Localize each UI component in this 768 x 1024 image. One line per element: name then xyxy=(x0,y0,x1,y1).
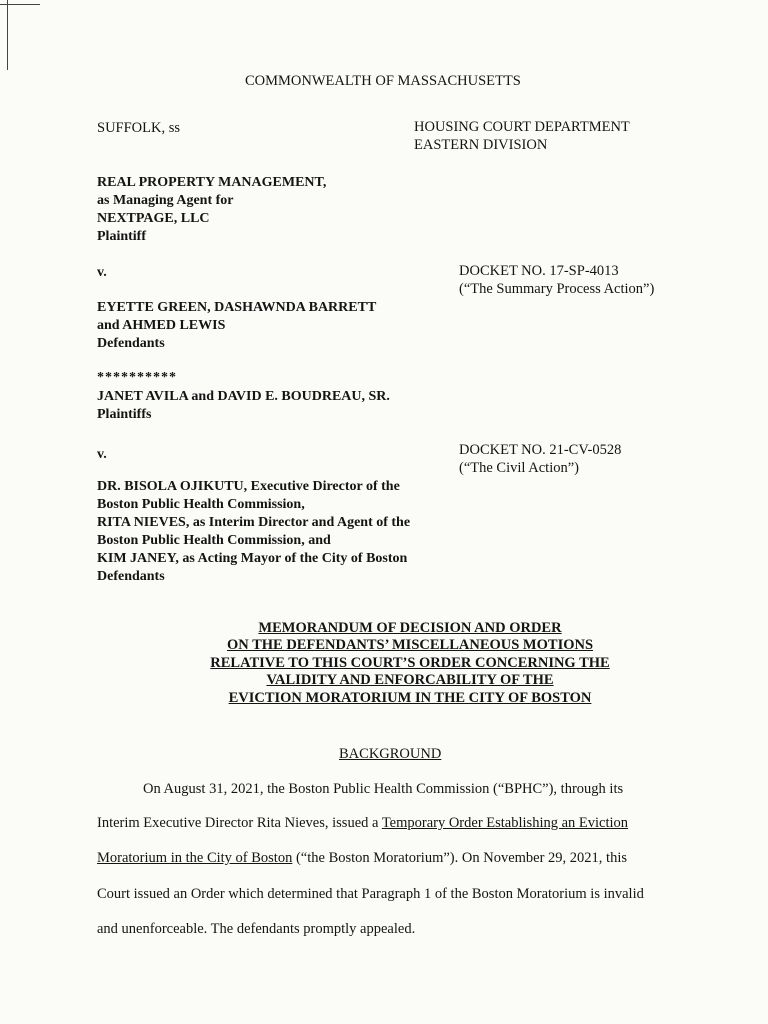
county-label: SUFFOLK, ss xyxy=(97,120,180,136)
order-title-underlined: Moratorium in the City of Boston xyxy=(97,850,293,866)
commonwealth-heading: COMMONWEALTH OF MASSACHUSETTS xyxy=(245,73,521,89)
body-line xyxy=(97,850,627,867)
case1-defendant-line: EYETTE GREEN, DASHAWNDA BARRETT xyxy=(97,300,377,315)
body-text: (“the Boston Moratorium”). On November 29, 2021, this xyxy=(292,850,627,866)
body-line xyxy=(97,815,628,832)
case2-defendant-line: DR. BISOLA OJIKUTU, Executive Director of the xyxy=(97,479,400,494)
body-line xyxy=(97,921,415,938)
memorandum-title-line: MEMORANDUM OF DECISION AND ORDER xyxy=(258,620,562,636)
body-line xyxy=(143,781,623,798)
background-heading: BACKGROUND xyxy=(339,746,442,762)
case2-defendant-line: Boston Public Health Commission, xyxy=(97,497,305,512)
case2-defendant-line: RITA NIEVES, as Interim Director and Agent of the xyxy=(97,515,411,530)
case2-docket-number: DOCKET NO. 21-CV-0528 xyxy=(459,442,622,458)
case1-docket-number: DOCKET NO. 17-SP-4013 xyxy=(459,263,619,279)
scan-mark-corner-horizontal xyxy=(0,4,40,5)
case1-plaintiff-line: REAL PROPERTY MANAGEMENT, xyxy=(97,175,327,190)
memorandum-title-line: ON THE DEFENDANTS’ MISCELLANEOUS MOTIONS xyxy=(226,637,594,653)
case1-docket-label: (“The Summary Process Action”) xyxy=(459,281,655,297)
memorandum-title-line: EVICTION MORATORIUM IN THE CITY OF BOSTON xyxy=(228,690,592,706)
case2-docket-label: (“The Civil Action”) xyxy=(459,460,579,476)
case2-defendant-role: Defendants xyxy=(97,569,165,584)
case1-defendant-block xyxy=(97,299,376,353)
body-text: Interim Executive Director Rita Nieves, issued a xyxy=(97,815,382,831)
case2-plaintiff-line: JANET AVILA and DAVID E. BOUDREAU, SR. xyxy=(97,389,390,404)
case2-defendant-block xyxy=(97,478,410,586)
case-separator: ********** xyxy=(97,370,177,385)
court-department: HOUSING COURT DEPARTMENT xyxy=(414,119,630,135)
court-division: EASTERN DIVISION xyxy=(414,137,548,153)
order-title-underlined: Temporary Order Establishing an Eviction xyxy=(381,815,629,831)
case2-plaintiff-block xyxy=(97,388,390,424)
case1-plaintiff-line: NEXTPAGE, LLC xyxy=(97,211,210,226)
case1-defendant-role: Defendants xyxy=(97,336,165,351)
case1-plaintiff-block xyxy=(97,174,326,246)
memorandum-title-line: RELATIVE TO THIS COURT’S ORDER CONCERNING THE xyxy=(210,655,610,671)
case1-versus: v. xyxy=(97,265,107,280)
memorandum-title-line: VALIDITY AND ENFORCABILITY OF THE xyxy=(266,672,554,688)
case1-plaintiff-line: as Managing Agent for xyxy=(97,193,234,208)
case2-defendant-line: KIM JANEY, as Acting Mayor of the City of Boston xyxy=(97,551,408,566)
case1-plaintiff-role: Plaintiff xyxy=(97,229,146,244)
case1-defendant-line: and AHMED LEWIS xyxy=(97,318,226,333)
scan-mark-corner-vertical xyxy=(7,0,8,70)
body-text: Court issued an Order which determined that Paragraph 1 of the Boston Moratorium is invalid xyxy=(97,886,644,902)
body-text: and unenforceable. The defendants promptly appealed. xyxy=(97,921,416,937)
case2-defendant-line: Boston Public Health Commission, and xyxy=(97,533,331,548)
body-text: On August 31, 2021, the Boston Public Health Commission (“BPHC”), through its xyxy=(143,781,624,797)
case2-plaintiff-role: Plaintiffs xyxy=(97,407,152,422)
body-line xyxy=(97,886,644,903)
case2-versus: v. xyxy=(97,447,107,462)
